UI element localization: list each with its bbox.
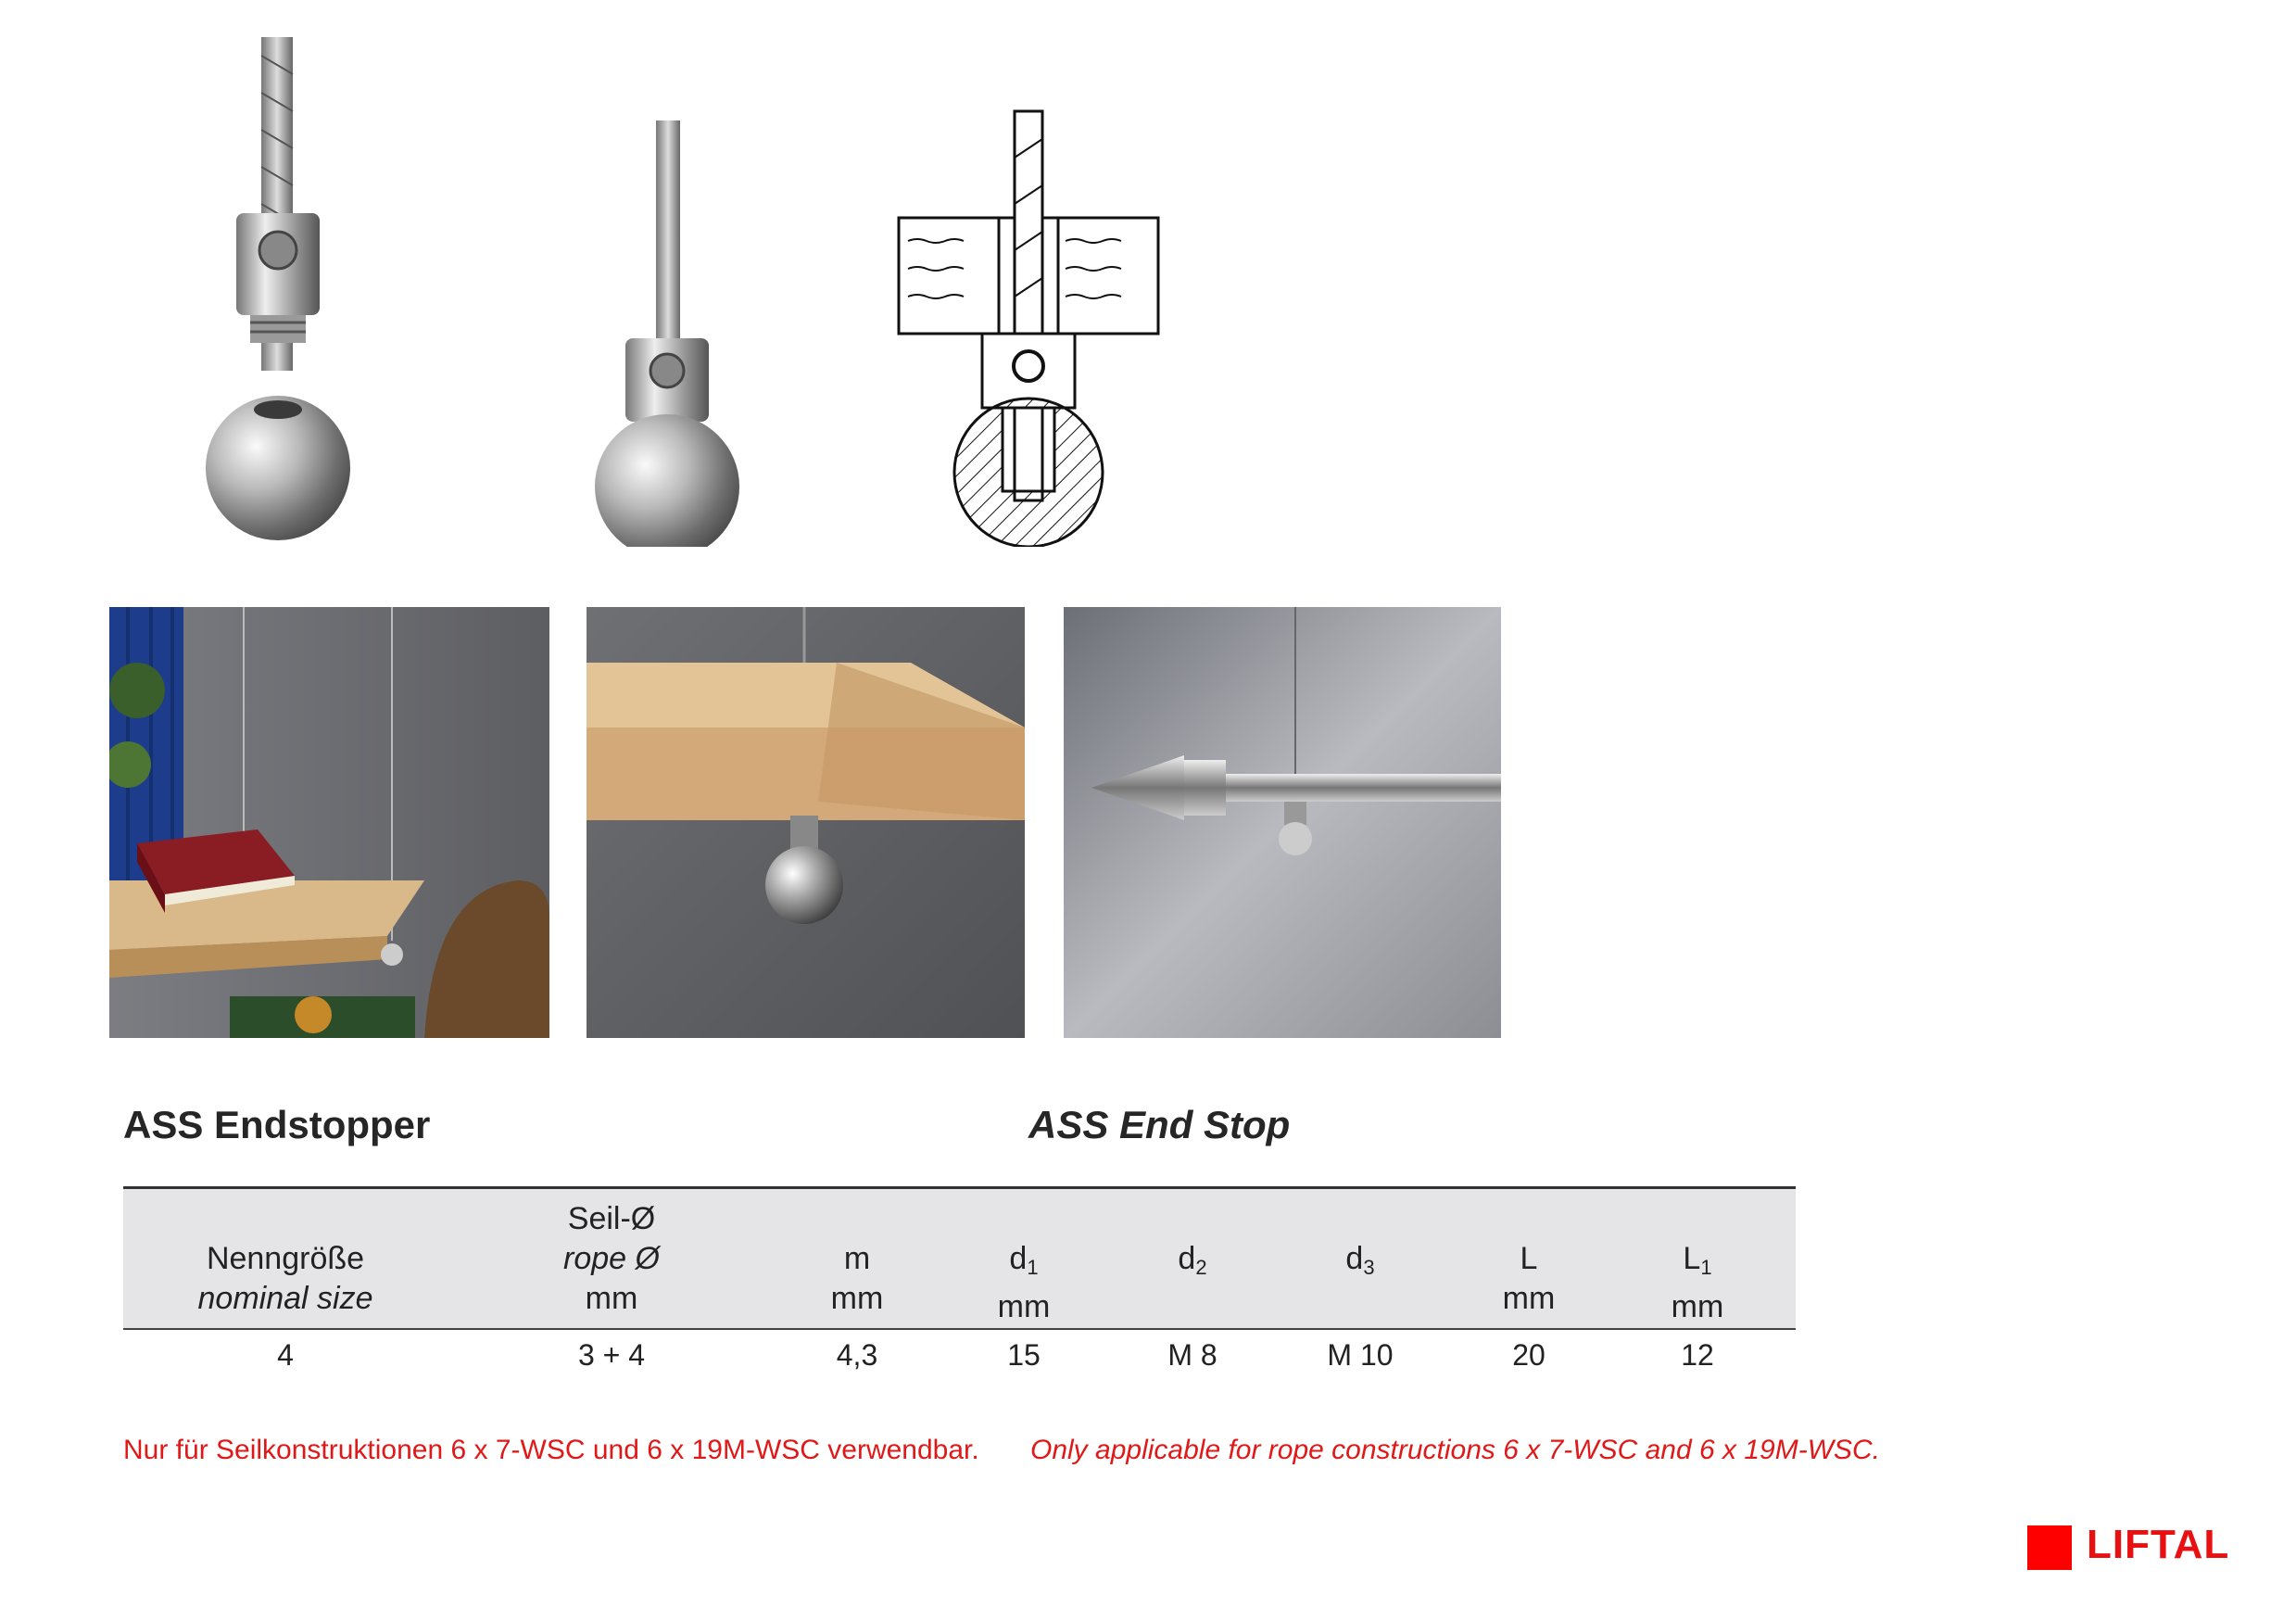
col-L1: $L_1$ mm: [1671, 1241, 1724, 1324]
cell-d1: 15: [1007, 1338, 1041, 1372]
col-m: m mm: [830, 1241, 884, 1316]
cell-d3: M 10: [1327, 1338, 1394, 1372]
end-stop-exploded-image: [185, 28, 371, 547]
col-d2: $d_2$: [1178, 1241, 1207, 1279]
cell-m: 4,3: [836, 1338, 878, 1372]
logo-square-icon: [2027, 1525, 2072, 1570]
title-german: ASS Endstopper: [123, 1103, 431, 1146]
col-d1: $d_1$ mm: [997, 1241, 1051, 1324]
col-d3: $d_3$: [1345, 1241, 1375, 1279]
logo-text: LIFTAL: [2087, 1522, 2230, 1567]
end-stop-assembled-image: [574, 111, 760, 547]
cell-rope-diameter: 3 + 4: [577, 1338, 646, 1372]
shelf-closeup-photo: [587, 607, 1025, 1038]
col-nominal-size: Nenngröße nominal size: [197, 1241, 373, 1316]
title-english: ASS End Stop: [1028, 1103, 1291, 1146]
note-english: Only applicable for rope constructions 6 x 7-WSC and 6 x 19M-WSC.: [1030, 1435, 1881, 1465]
note-german: Nur für Seilkonstruktionen 6 x 7-WSC und 6 x 19M-WSC verwendbar.: [123, 1435, 979, 1465]
cell-d2: M 8: [1167, 1338, 1217, 1372]
rod-endstop-photo: [1064, 607, 1501, 1038]
col-L: L mm: [1502, 1241, 1556, 1316]
end-stop-section-drawing: [889, 102, 1167, 547]
cell-L: 20: [1512, 1338, 1545, 1372]
shelf-scene-photo: [109, 607, 549, 1038]
cell-L1: 12: [1681, 1338, 1714, 1372]
cell-nominal-size: 4: [277, 1338, 294, 1372]
col-rope-diameter: Seil-Ø rope Ø mm: [563, 1201, 660, 1316]
